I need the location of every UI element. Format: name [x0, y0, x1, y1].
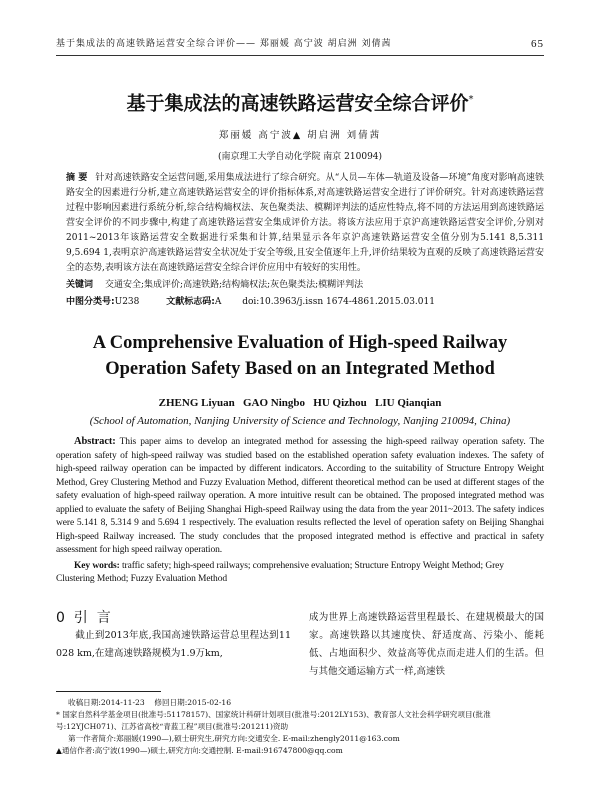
doc-code-label: 文献标志码: [166, 297, 215, 308]
title-en-line-2: Operation Safety Based on an Integrated Method [105, 359, 495, 380]
authors-en: ZHENG Liyuan GAO Ningbo HU Qizhou LIU Qianqian [158, 397, 442, 410]
page-number: 65 [531, 38, 544, 50]
keywords-cn [56, 278, 544, 293]
keywords-cn-label: 关键词 [66, 280, 94, 291]
keywords-cn-text: 交通安全;集成评价;高速铁路;结构熵权法;灰色聚类法;模糊评判法 [105, 280, 364, 291]
title-footnote-mark: * [468, 94, 474, 105]
classification-line [56, 295, 544, 310]
body-left-column [56, 627, 291, 663]
authors-cn: 郑丽媛 高宁波▲ 胡启洲 刘倩茜 [218, 130, 382, 142]
body-left-text: 截止到2013年底,我国高速铁路运营总里程达到11 028 km,在建高速铁路规模为1.9万km, [56, 629, 291, 659]
footnote-first-author: 第一作者简介:郑丽媛(1990—),硕士研究生,研究方向:交通安全. E-mail:zhengly2011@163.com [68, 733, 400, 743]
page-title [56, 88, 544, 115]
footnote-corresponding-author: ▲通信作者:高宁波(1990—)硕士,研究方向:交通控制. E-mail:916747800@qq.com [56, 745, 343, 755]
footnote-dates: 收稿日期:2014-11-23 修回日期:2015-02-16 [68, 697, 232, 707]
body-right-column: 成为世界上高速铁路运营里程最长、在建规模最大的国家。高速铁路以其速度快、舒适度高、污染小、能耗低、占地面积少、效益高等优点而走进人们的生活。但与其他交通运输方式一样,高速铁 [309, 611, 544, 677]
section-heading: 0 引 言 [56, 609, 111, 626]
abstract-en [56, 435, 544, 558]
footnote-rule [56, 691, 161, 692]
running-header-text: 基于集成法的高速铁路运营安全综合评价—— 郑丽媛 高宁波 胡启洲 刘倩茜 [56, 39, 392, 49]
abstract-cn-text: 针对高速铁路安全运营问题,采用集成法进行了综合研究。从“人员—车体—轨道及设备—环境”角度对影响高速铁路安全的因素进行分析,建立高速铁路运营安全的评价指标体系,对高速铁路运营安全进行了评价研究。针对高速铁路运营过程中影响因素进行系统分析,综合结构熵权法、灰色聚类法、模糊评判法的适应性特点,将不同的方法运用到高速铁路运营安全评价的不同步骤中,构建了高速铁路运营安全集成评价方法。将该方法应用于京沪高速铁路运营安全评价,分别对2011~2013年该路运营安全数据进行采集和计算,结果显示各年京沪高速铁路运营安全值分别为5.141 8,5.311 9,5.694 1,表明京沪高速铁路运营安全状况处于安全等级,且安全值逐年上升,评价结果较为直观的反映了高速铁路运营安全的态势,表明该方法在高速铁路运营安全综合评价应用中有较好的实用性。 [66, 173, 544, 274]
abstract-en-label: Abstract: [74, 436, 116, 448]
footnote-funding: * 国家自然科学基金项目(批准号:51178157)、国家统计科研计划项目(批准号:2012LY153)、教育部人文社会科学研究项目(批准号:12YJCH071)、江苏省高校“青蓝工程”项目(批准号:201211)资助 [56, 709, 491, 731]
clc-label: 中图分类号: [66, 297, 115, 308]
doi: doi:10.3963/j.issn 1674-4861.2015.03.011 [242, 297, 435, 308]
title-en-line-1: A Comprehensive Evaluation of High-speed Railway [92, 333, 508, 354]
footnotes [56, 697, 544, 757]
body-left-block [56, 587, 291, 663]
abstract-cn [56, 171, 544, 276]
title-en [56, 330, 544, 382]
running-header [56, 38, 544, 51]
header-rule [56, 55, 544, 56]
keywords-en-text: traffic safety; high-speed railways; comprehensive evaluation; Structure Entropy Weight Method; Grey Clustering Method; Fuzzy Evaluation Method [56, 560, 504, 585]
abstract-en-text: This paper aims to develop an integrated method for assessing the high-speed railway operation safety. The operation safety of high-speed railway was studied based on the established operation safety evaluation indexes. The safety of high-speed railway operation can be impacted by different indicators. According to the suitability of Structure Entropy Weight Method, Grey Clustering Method and Fuzzy Evaluation Method, different theoretical method can be used at different stages of the safety evaluation of high-speed railway operation. A more intuitive result can be obtained. The proposed integrated method was applied to evaluate the safety of Beijing Shanghai High-speed Railway using the data from the year 2011~2013. The safety indices were 5.141 8, 5.314 9 and 5.694 1 respectively. The evaluation results reflected the level of operation safety on Beijing Shanghai High-speed Railway increased. The study concludes that the proposed integrated method is effective and practical in safety assessment for high speed railway operation. [56, 437, 544, 556]
clc-value: U238 [114, 297, 140, 308]
affiliation-en: (School of Automation, Nanjing University of Science and Technology, Nanjing 210094, China) [89, 415, 511, 428]
body-columns [56, 587, 544, 681]
abstract-cn-label: 摘 要 [66, 173, 88, 184]
paper-page [56, 0, 544, 767]
affiliation-cn: (南京理工大学自动化学院 南京 210094) [217, 152, 383, 163]
keywords-en [56, 560, 544, 587]
title-cn: 基于集成法的高速铁路运营安全综合评价 [126, 92, 469, 115]
keywords-en-label: Key words: [74, 560, 120, 571]
doc-code-value: A [214, 297, 222, 308]
